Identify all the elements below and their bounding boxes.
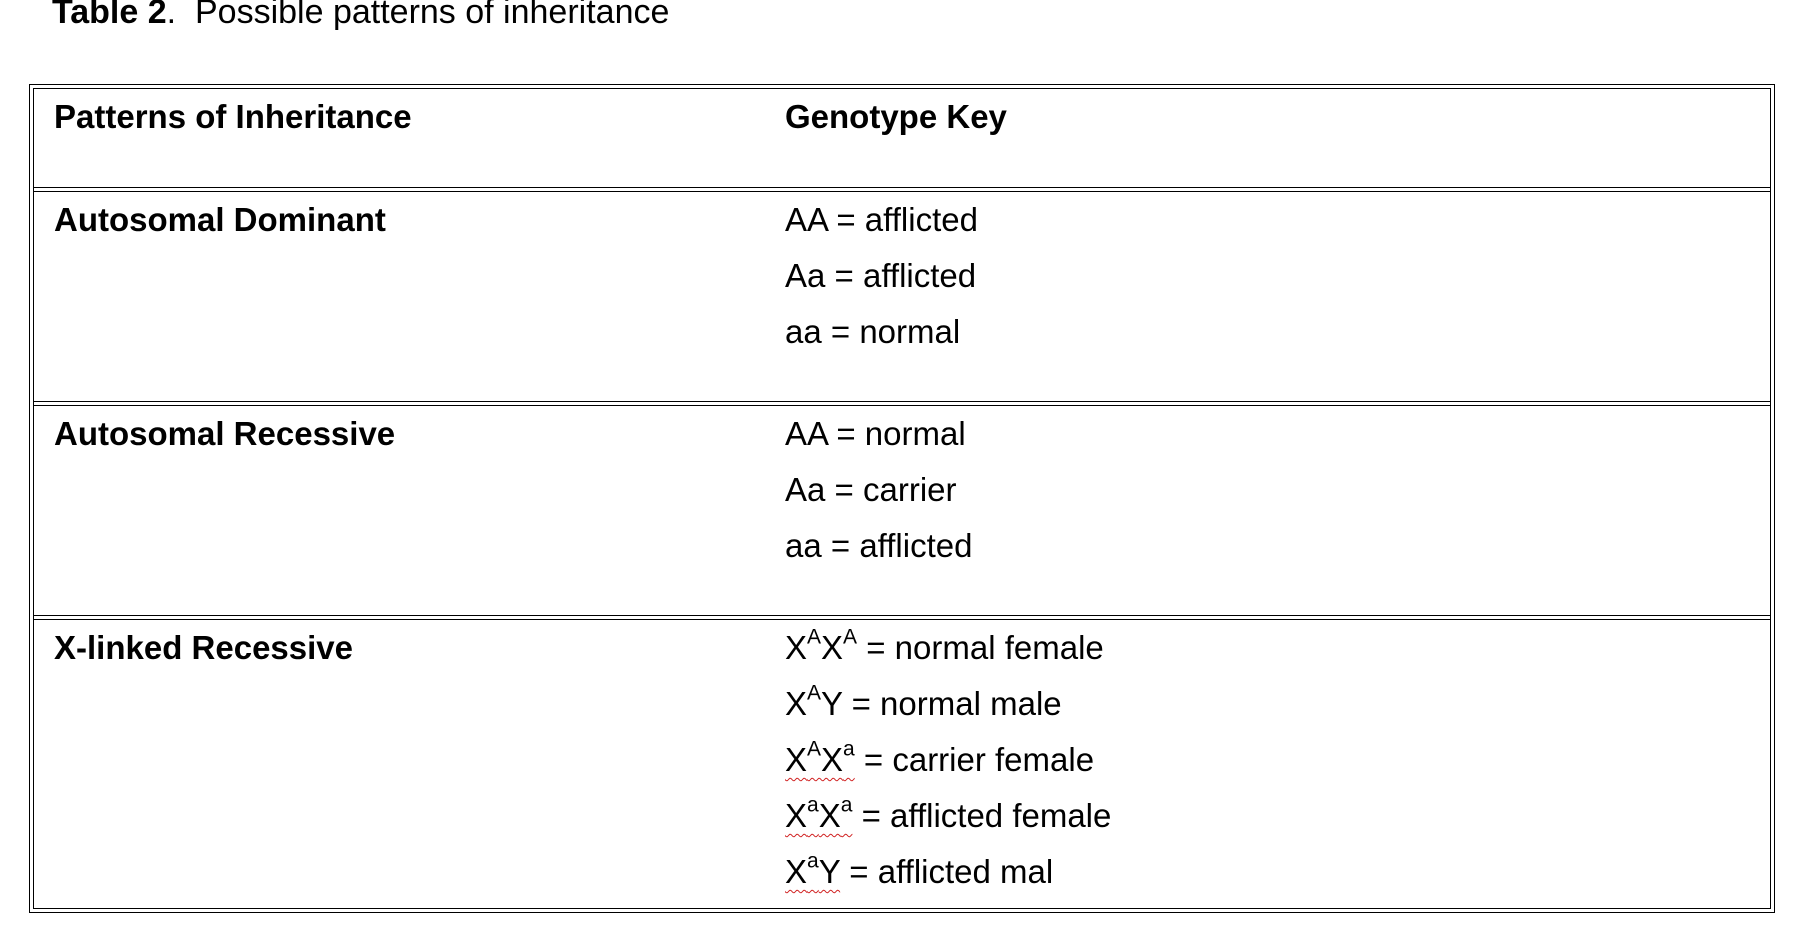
caption-label: Table 2 [52, 0, 167, 31]
pattern-cell: Autosomal Dominant [54, 201, 386, 239]
genotype-line: aa = normal [785, 313, 961, 351]
table-caption [52, 0, 669, 33]
genotype-line: Aa = carrier [785, 471, 957, 509]
header-genotype-key: Genotype Key [785, 98, 1007, 135]
table-header-row [34, 89, 1770, 187]
genotype-line: AA = normal [785, 415, 966, 453]
genotype-key-cell [785, 620, 1770, 908]
spellcheck-underline: $X^AX^a$ [785, 737, 855, 778]
genotype-line: $X^AX^A$ = normal female [785, 625, 1104, 666]
spellcheck-underline: $X^aY$ [785, 849, 841, 890]
table-row [34, 401, 1770, 615]
genotype-line: AA = afflicted [785, 201, 978, 239]
caption-text: Possible patterns of inheritance [195, 0, 670, 31]
inheritance-table [29, 84, 1775, 913]
genotype-line: $X^aX^a$ = afflicted female [785, 793, 1112, 834]
genotype-line: $X^aY$ = afflicted mal [785, 849, 1054, 890]
genotype-key-cell [785, 406, 1770, 615]
spellcheck-underline: $X^aX^a$ [785, 793, 853, 834]
pattern-cell: Autosomal Recessive [54, 415, 396, 453]
table-row [34, 615, 1770, 908]
header-patterns: Patterns of Inheritance [54, 98, 412, 135]
caption-separator: . [166, 0, 177, 31]
pattern-cell: X-linked Recessive [54, 629, 353, 666]
genotype-line: Aa = afflicted [785, 257, 977, 295]
genotype-line: $X^AX^a$ = carrier female [785, 737, 1095, 778]
table-row [34, 187, 1770, 401]
genotype-key-cell [785, 192, 1770, 401]
genotype-line: aa = afflicted [785, 527, 973, 565]
genotype-line: $X^AY$ = normal male [785, 681, 1062, 722]
